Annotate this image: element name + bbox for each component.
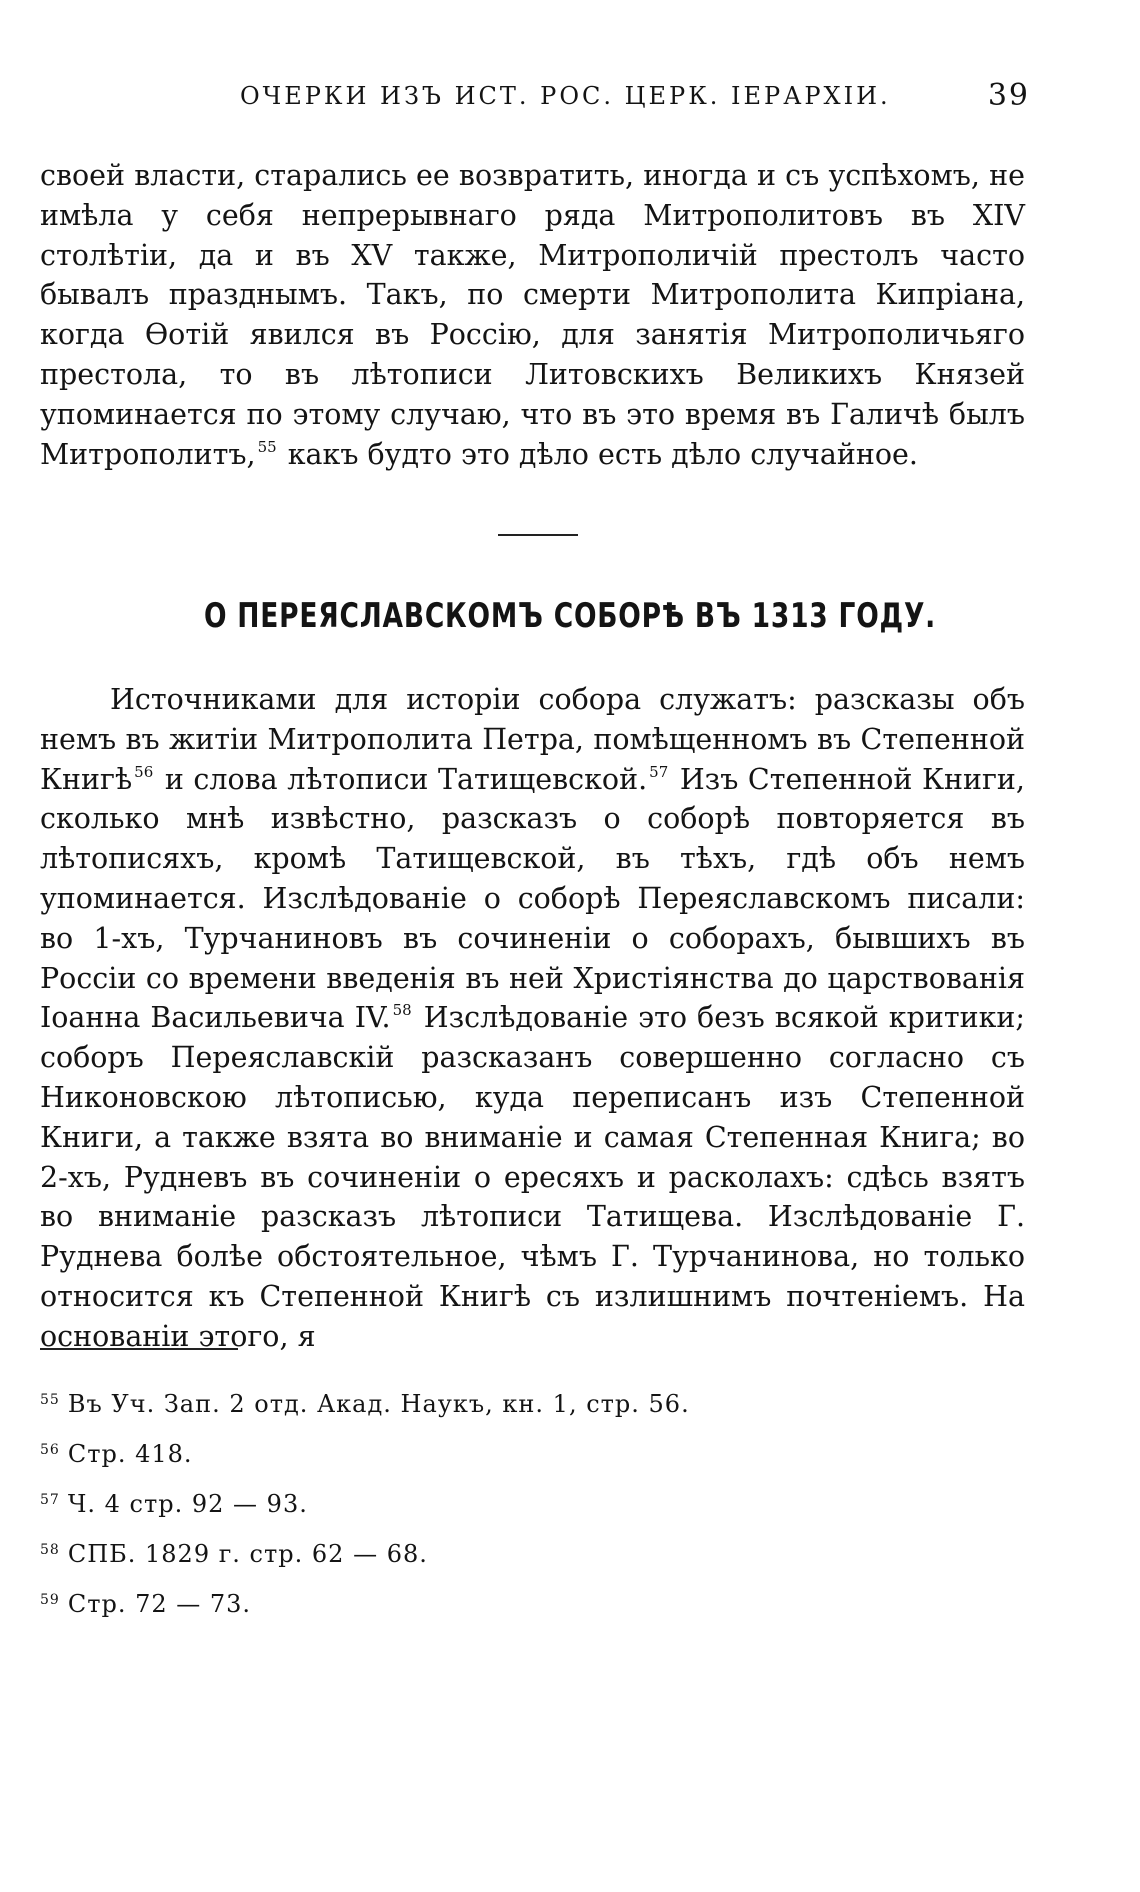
footnote-text: Ч. 4 стр. 92 — 93. — [67, 1490, 308, 1518]
paragraph-2-text-2: и слова лѣтописи Татищевской. — [155, 762, 648, 796]
paragraph-1-tail: какъ будто это дѣло есть дѣло случайное. — [278, 437, 918, 471]
page-number: 39 — [987, 78, 1030, 113]
footnotes — [40, 1375, 940, 1625]
section-divider — [498, 534, 578, 536]
footnote-number: 57 — [40, 1492, 60, 1508]
footnote-text: Стр. 72 — 73. — [67, 1590, 252, 1618]
footnote-59 — [40, 1575, 940, 1625]
paragraph-1 — [40, 156, 1025, 474]
footnote-ref-56[interactable]: 56 — [134, 762, 154, 781]
footnote-ref-57[interactable]: 57 — [649, 762, 669, 781]
footnote-text: Въ Уч. Зап. 2 отд. Акад. Наукъ, кн. 1, стр. 56. — [67, 1390, 690, 1418]
paragraph-2-text-4: Изслѣдованіе это безъ всякой критики; соборъ Переяславскій разсказанъ совершенно согласно съ Никоновскою лѣтописью, куда переписанъ изъ Степенной Книги, а также взята во вниманіе и самая Степенная Книга; во 2-хъ, Рудневъ въ сочиненіи о ересяхъ и расколахъ: сдѣсь взятъ во вниманіе разсказъ лѣтописи Татищева. Изслѣдованіе Г. Руднева болѣе обстоятельное, чѣмъ Г. Турчанинова, но только относится къ Степенной Книгѣ съ излишнимъ почтеніемъ. На основаніи этого, я — [40, 1001, 1025, 1353]
footnote-56 — [40, 1425, 940, 1475]
section-title: О ПЕРЕЯСЛАВСКОМЪ СОБОРѢ ВЪ 1313 ГОДУ. — [203, 596, 937, 636]
paragraph-2-text-3: Изъ Степенной Книги, сколько мнѣ извѣстно, разсказъ о соборѣ повторяется въ лѣтописяхъ, кромѣ Татищевской, въ тѣхъ, гдѣ объ немъ упоминается. Изслѣдованіе о соборѣ Переяславскомъ писали: во 1-хъ, Турчаниновъ въ сочиненіи о соборахъ, бывшихъ въ Россіи со времени введенія въ ней Христіянства до царствованія Іоанна Васильевича IV. — [40, 762, 1025, 1035]
running-header: ОЧЕРКИ ИЗЪ ИСТ. РОС. ЦЕРК. ІЕРАРХІИ. — [240, 82, 891, 110]
paragraph-2-text-1: Источниками для исторіи собора служатъ: разсказы объ немъ въ житіи Митрополита Петра, помѣщенномъ въ Степенной Книгѣ — [40, 683, 1025, 796]
footnote-number: 55 — [40, 1392, 60, 1408]
footnote-number: 56 — [40, 1442, 60, 1458]
footnote-ref-55[interactable]: 55 — [257, 437, 277, 456]
footnote-55 — [40, 1375, 940, 1425]
paragraph-2 — [40, 680, 1025, 1357]
footnote-rule — [40, 1348, 238, 1350]
footnote-text: СПБ. 1829 г. стр. 62 — 68. — [67, 1540, 428, 1568]
footnote-number: 58 — [40, 1542, 60, 1558]
footnote-58 — [40, 1525, 940, 1575]
footnote-number: 59 — [40, 1592, 60, 1608]
paragraph-1-text: своей власти, старались ее возвратить, иногда и съ успѣхомъ, не имѣла у себя непрерывнаго ряда Митрополитовъ въ XIV столѣтіи, да и въ XV также, Митрополичій престолъ часто бывалъ празднымъ. Такъ, по смерти Митрополита Кипріана, когда Ѳотій явился въ Россію, для занятія Митрополичьяго престола, то въ лѣтописи Литовскихъ Великихъ Князей упоминается по этому случаю, что въ это время въ Галичѣ былъ Митрополитъ, — [40, 159, 1025, 471]
footnote-text: Стр. 418. — [67, 1440, 193, 1468]
footnote-ref-58[interactable]: 58 — [392, 1001, 412, 1020]
footnote-57 — [40, 1475, 940, 1525]
